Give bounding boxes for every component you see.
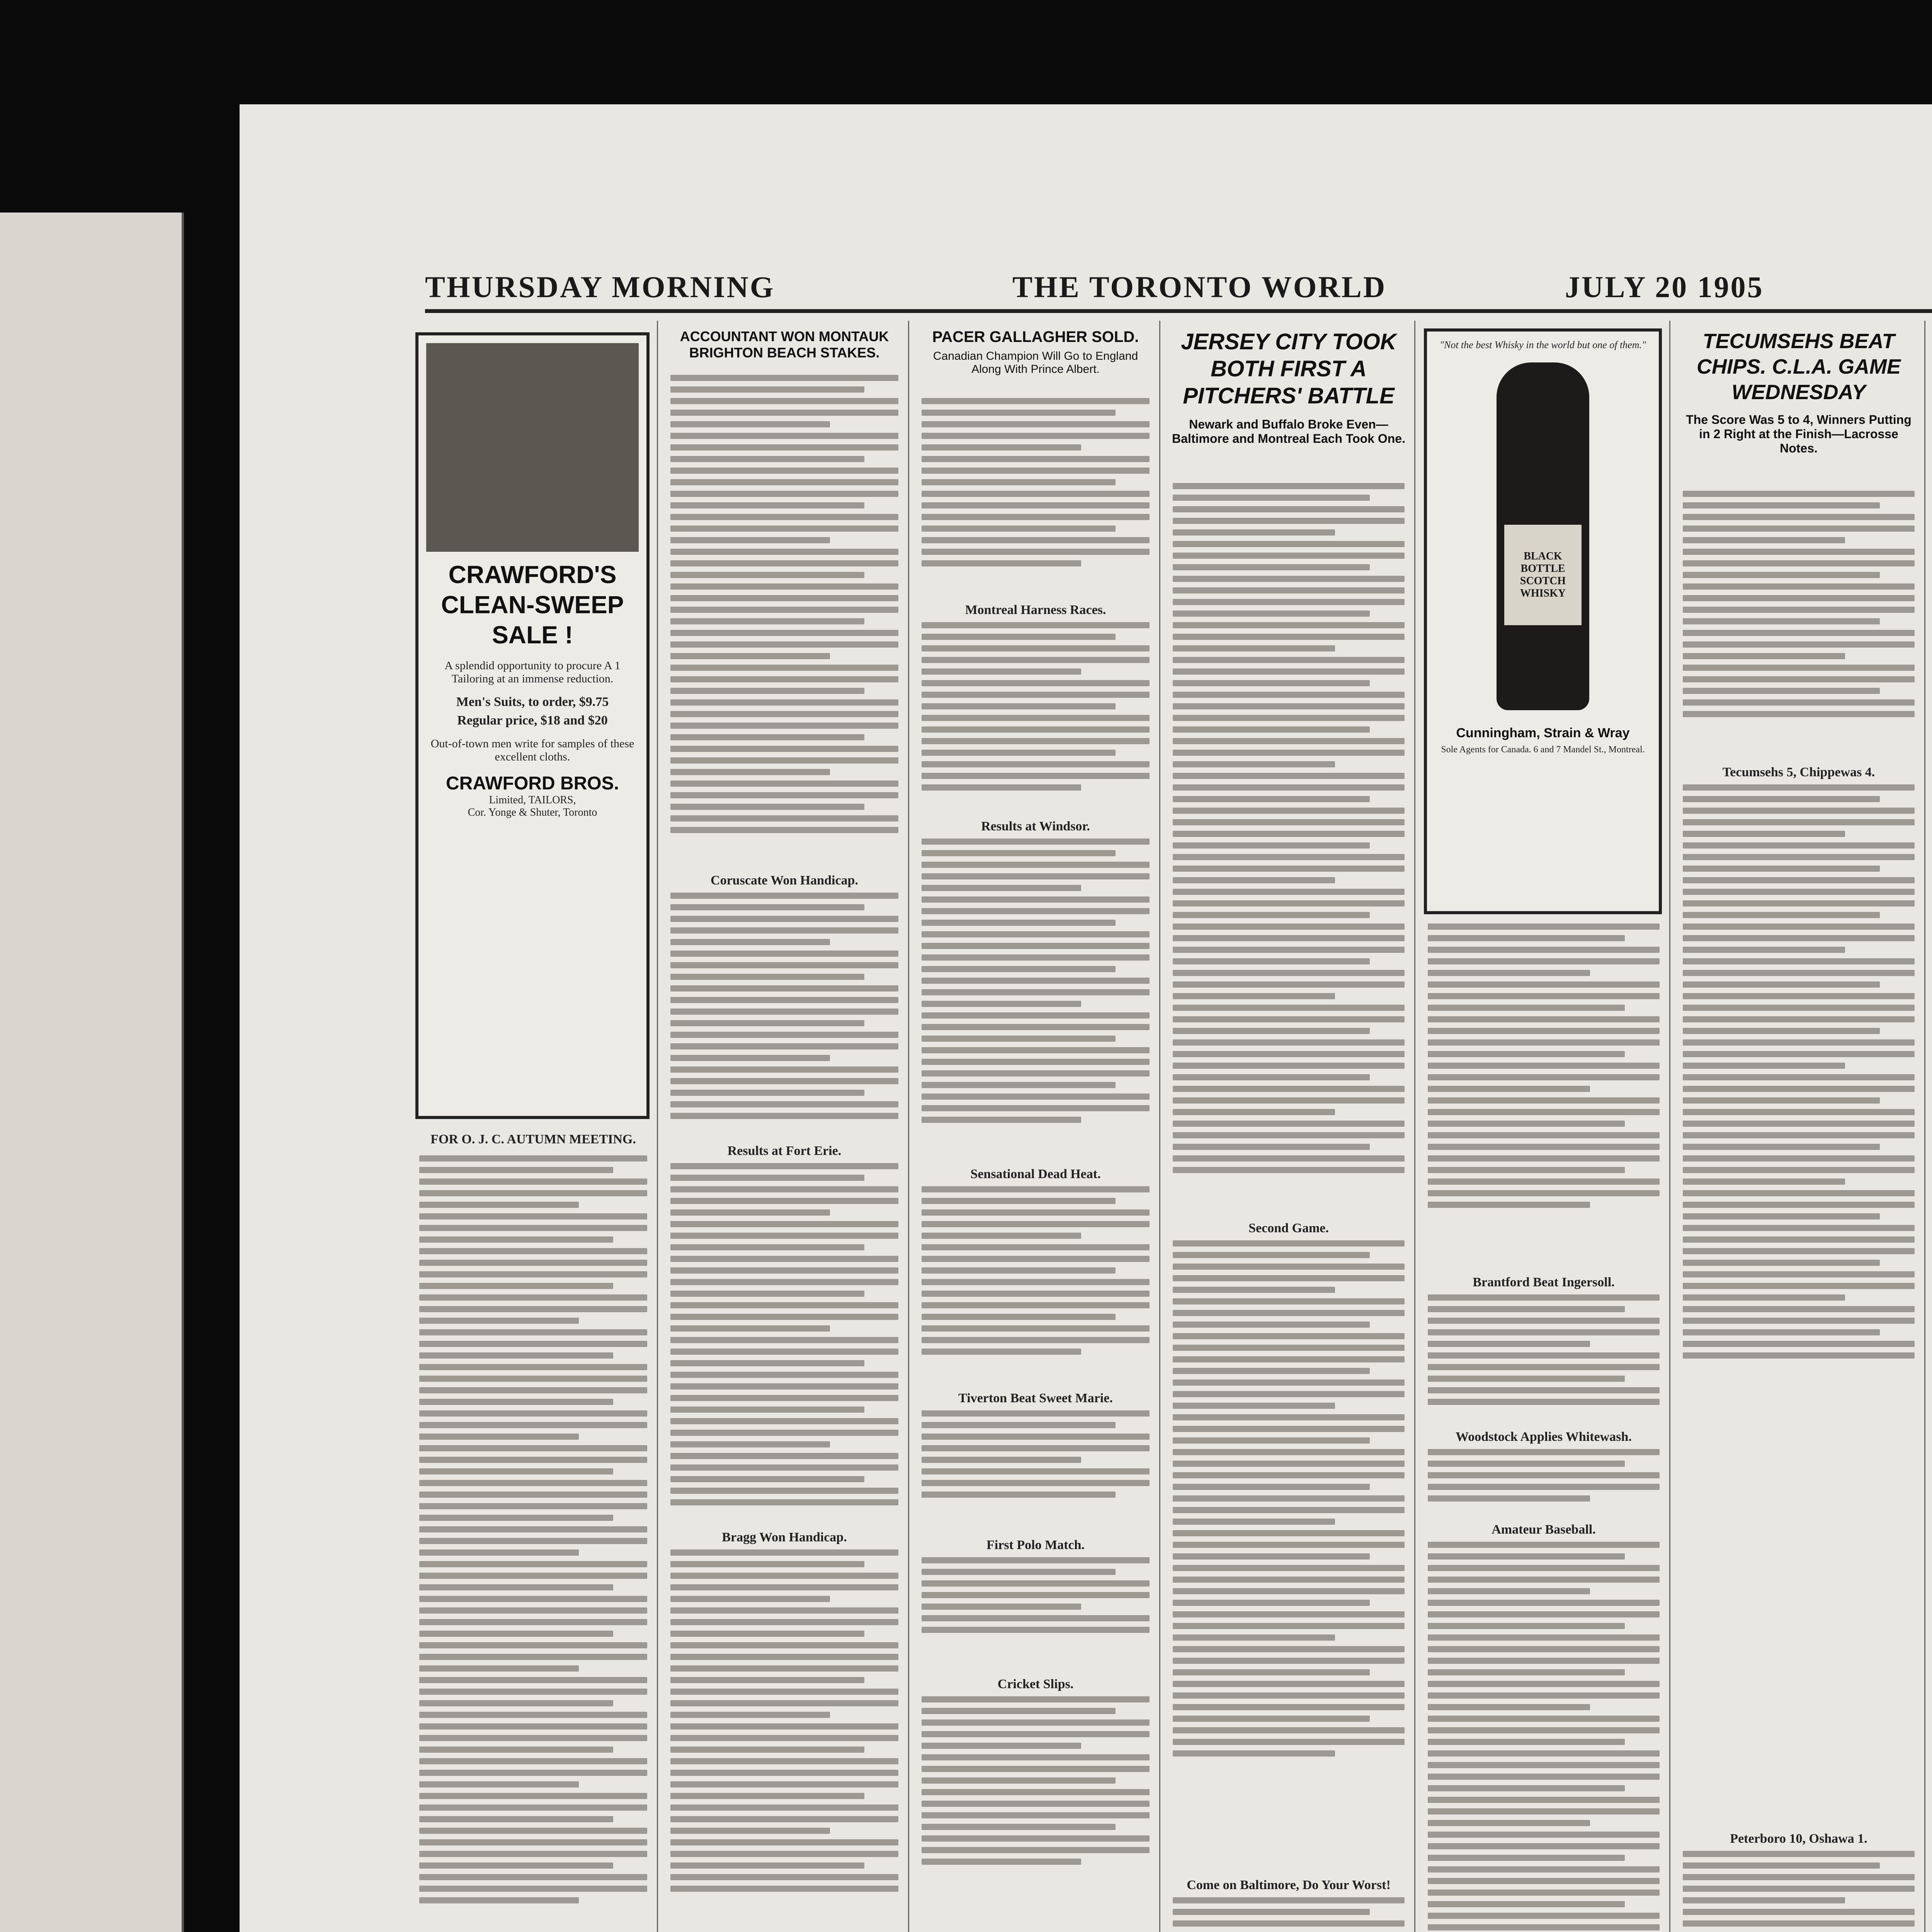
cricket-heading: Cricket Slips. xyxy=(997,1677,1074,1691)
baltimore-article xyxy=(1173,1897,1405,1932)
windsor-article xyxy=(922,838,1150,1128)
amateur-baseball-heading: Amateur Baseball. xyxy=(1492,1522,1596,1537)
whisky-bottle-icon xyxy=(1497,362,1589,710)
black-bottle-ad xyxy=(1424,328,1662,914)
coruscate-article xyxy=(670,893,898,1124)
tecumsehs-score-heading: Tecumsehs 5, Chippewas 4. xyxy=(1722,765,1875,779)
dead-heat-article xyxy=(922,1186,1150,1360)
brampton-bowlers-heading xyxy=(1928,1855,1932,1869)
cricket-article xyxy=(922,1696,1150,1870)
gallagher-subhead: Canadian Champion Will Go to England Along With Prince Albert. xyxy=(933,350,1138,376)
tecumsehs-score-article xyxy=(1683,784,1915,1364)
gallagher-headline: PACER GALLAGHER SOLD. xyxy=(932,328,1139,345)
tiverton-heading: Tiverton Beat Sweet Marie. xyxy=(958,1391,1113,1405)
polo-heading: First Polo Match. xyxy=(986,1538,1085,1552)
second-game-article xyxy=(1173,1240,1405,1762)
crawford-ad-note: Out-of-town men write for samples of these excellent cloths. xyxy=(430,737,634,763)
black-bottle-ad-agents-sub: Sole Agents for Canada. 6 and 7 Mandel St., Montreal. xyxy=(1441,745,1645,755)
tailor-illustration xyxy=(426,343,639,552)
column-5 xyxy=(1418,321,1670,1932)
masthead-paper-name: THE TORONTO WORLD xyxy=(1012,270,1387,304)
fort-erie-results-article xyxy=(670,1163,898,1511)
bowling-subcolumn xyxy=(1928,1851,1932,1932)
crawford-ad-regular: Regular price, $18 and $20 xyxy=(457,713,608,728)
ojc-heading: FOR O. J. C. AUTUMN MEETING. xyxy=(430,1132,636,1146)
ojc-article xyxy=(419,1155,647,1909)
brantford-heading: Brantford Beat Ingersoll. xyxy=(1473,1275,1615,1289)
montreal-harness-heading: Montreal Harness Races. xyxy=(965,603,1106,617)
tecumsehs-article xyxy=(1683,491,1915,723)
tiverton-article xyxy=(922,1410,1150,1503)
crawford-ad-price: Men's Suits, to order, $9.75 xyxy=(456,695,609,709)
gallagher-article xyxy=(922,398,1150,572)
montauk-headline: ACCOUNTANT WON MONTAUK BRIGHTON BEACH STAKES. xyxy=(680,328,889,361)
column-7 xyxy=(1928,321,1932,1932)
column-2 xyxy=(661,321,909,1932)
crawford-ad xyxy=(415,332,650,1119)
crawford-ad-address: Cor. Yonge & Shuter, Toronto xyxy=(468,806,597,818)
coruscate-heading: Coruscate Won Handicap. xyxy=(711,873,858,888)
masthead-date: JULY 20 1905 xyxy=(1565,270,1764,304)
windsor-heading: Results at Windsor. xyxy=(981,819,1090,833)
crawford-ad-title: CRAWFORD'S CLEAN-SWEEP SALE ! xyxy=(441,561,624,649)
newspaper-page xyxy=(240,104,1932,1932)
jersey-city-headline: JERSEY CITY TOOK BOTH FIRST A PITCHERS' BATTLE xyxy=(1181,329,1396,408)
crawford-ad-firm-sub: Limited, TAILORS, xyxy=(489,794,576,806)
peterboro-heading: Peterboro 10, Oshawa 1. xyxy=(1730,1832,1867,1846)
crawford-ad-firm: CRAWFORD BROS. xyxy=(446,773,619,794)
tecumsehs-headline: TECUMSEHS BEAT CHIPS. C.L.A. GAME WEDNESDAY xyxy=(1696,330,1901,404)
montauk-article xyxy=(670,375,898,838)
montreal-harness-article xyxy=(922,622,1150,796)
bragg-article xyxy=(670,1549,898,1897)
bragg-heading: Bragg Won Handicap. xyxy=(722,1530,847,1544)
peterboro-article xyxy=(1683,1851,1915,1932)
masthead-day: THURSDAY MORNING xyxy=(425,270,775,304)
jersey-city-subhead: Newark and Buffalo Broke Even—Baltimore and Montreal Each Took One. xyxy=(1172,417,1405,446)
semiready-ad-brand xyxy=(1928,590,1932,624)
adjacent-page-edge xyxy=(0,213,184,1932)
woodstock-article xyxy=(1428,1449,1660,1507)
woodstock-heading: Woodstock Applies Whitewash. xyxy=(1456,1430,1632,1444)
crawford-ad-intro: A splendid opportunity to procure A 1 Tailoring at an immense reduction. xyxy=(444,659,621,685)
second-game-heading: Second Game. xyxy=(1248,1221,1329,1235)
jersey-city-article xyxy=(1173,483,1405,1179)
dead-heat-heading: Sensational Dead Heat. xyxy=(970,1167,1101,1181)
baseball-box-scores xyxy=(1428,923,1660,1213)
tecumsehs-subhead: The Score Was 5 to 4, Winners Putting in 2 Right at the Finish—Lacrosse Notes. xyxy=(1686,413,1912,455)
masthead xyxy=(425,267,1932,313)
column-6 xyxy=(1673,321,1925,1932)
amateur-baseball-article xyxy=(1428,1542,1660,1932)
fort-erie-results-heading: Results at Fort Erie. xyxy=(727,1144,842,1158)
column-3 xyxy=(912,321,1160,1932)
polo-article xyxy=(922,1557,1150,1638)
black-bottle-ad-label: BLACK BOTTLE SCOTCH WHISKY xyxy=(1504,525,1582,625)
brantford-article xyxy=(1428,1294,1660,1410)
column-4 xyxy=(1163,321,1415,1932)
column-1 xyxy=(410,321,658,1932)
black-bottle-ad-agents: Cunningham, Strain & Wray xyxy=(1456,726,1630,740)
black-bottle-ad-tagline: "Not the best Whisky in the world but one of them." xyxy=(1440,339,1646,350)
semiready-ad xyxy=(1928,321,1932,1151)
baltimore-heading: Come on Baltimore, Do Your Worst! xyxy=(1187,1878,1391,1892)
